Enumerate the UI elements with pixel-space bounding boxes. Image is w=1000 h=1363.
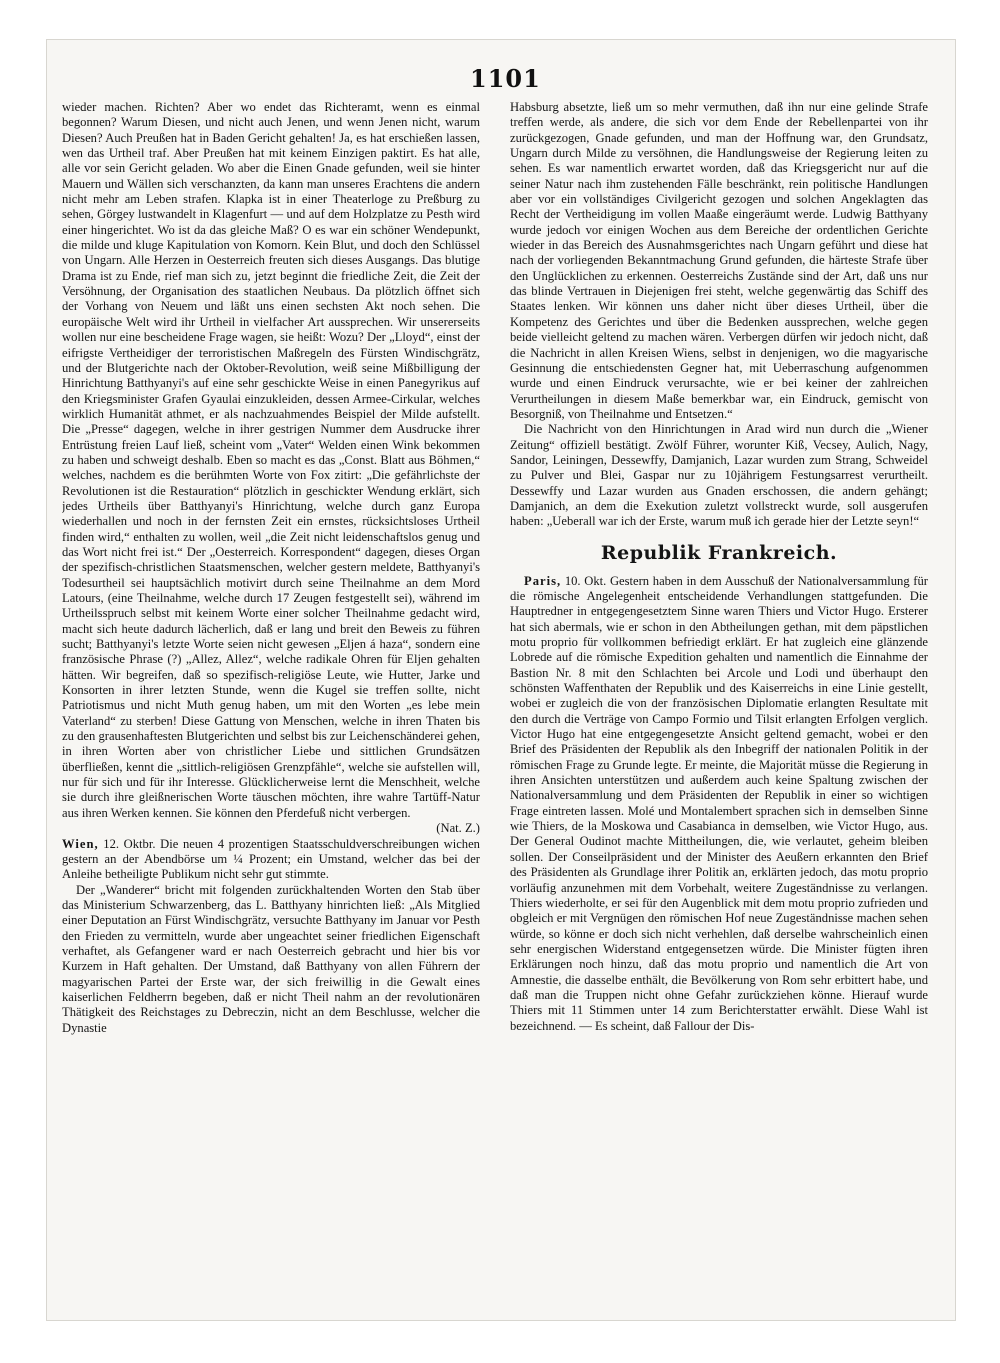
right-column <box>510 100 928 1290</box>
wanderer-continuation: Habsburg absetzte, ließ um so mehr vermuthen, daß ihn nur eine gelinde Strafe treffen werde, als andere, die sich vor dem Ende der Rebellenpartei von ihr zurückgezogen, Gnade gefunden, und man der Hoffnung war, den Grundsatz, Ungarn durch Milde zu versöhnen, die Handlungsweise der Regierung leiten zu sehen. Es war namentlich erwartet worden, daß das Kriegsgericht nur auf die seiner Natur nach ihm zustehenden Fälle beschränkt, rein politische Handlungen aber vor ein vollständiges Civilgericht gezogen und solchen Angeklagten das Recht der Vertheidigung im vollen Maaße eingeräumt werde. Ludwig Batthyany wurde jedoch vor einigen Wochen aus dem Bereiche der ordentlichen Gerichte wieder in das Bereich des Ausnahmsgerichtes nach Ungarn geführt und diese hat nach der vorliegenden Bekanntmachung Grund gefunden, die härteste Strafe über den Unglücklichen zu erkennen. Oesterreichs Zustände sind der Art, daß uns nur das blinde Vertrauen in Diejenigen frei steht, welche gegenwärtig das Schiff des Staates lenken. Wir können uns daher nicht über dieses Urtheil, über die Kompetenz des Gerichtes und über die Bedenken aussprechen, welche gegen beide vielleicht geltend zu machen wären. Verbergen dürfen wir jedoch nicht, daß die Nachricht in allen Kreisen Wiens, selbst in denjenigen, wo die magyarische Gesinnung die entschiedensten Gegner hat, mit Ueberraschung aufgenommen wurde und einen Eindruck verursachte, wie er bei keiner der zahlreichen Verurtheilungen in diesem Maße bemerkbar war, ein Eindruck, gemischt von Besorgniß, von Theilnahme und Entsetzen.“ <box>510 100 928 421</box>
page-number: 1101 <box>470 64 541 93</box>
section-heading-france: Republik Frankreich. <box>600 541 838 564</box>
source-signature: (Nat. Z.) <box>436 821 480 836</box>
left-column <box>62 100 480 1290</box>
paris-dateline: Paris, <box>524 573 562 588</box>
wien-dateline: Wien, <box>62 836 99 851</box>
paris-text: Gestern haben in dem Ausschuß der Nationalversammlung für die römische Angelegenheit entscheidende Verhandlungen stattgefunden. Die Hauptredner in entgegengesetztem Sinne waren Thiers und Victor Hugo. Ersterer hat sich abermals, wie er schon in den Abtheilungen gethan, mit dem päpstlichen motu proprio für vollkommen befriedigt erklärt. Er hat zugleich eine glänzende Lobrede auf die römische Expedition gehalten und namentlich die Einnahme der Bastion Nr. 8 mit den Schlachten bei Arcole und Lodi und überhaupt den schönsten Waffenthaten der Republik und des Kaiserreichs in eine Linie gestellt, wobei er zugleich die von der französischen Diplomatie erlangten Resultate mit den durch die Verträge von Campo Formio und Tilsit erlangten Erfolgen verglich. Victor Hugo hat eine entgegengesetzte Ansicht geltend gemacht, wobei er den Brief des Präsidenten der Republik als den Inbegriff der nationalen Politik in der römischen Frage zu Grunde legte. Er meinte, die Majorität müsse die Regierung in ihren Ansichten unterstützen und außerdem auch keine Spaltung zwischen der Nationalversammlung und dem Präsidenten der Republik in einer so wichtigen Frage eintreten lassen. Molé und Montalembert sprachen sich in demselben Sinne wie Thiers, de la Moskowa und Casabianca in demselben, wie Victor Hugo, aus. Der General Oudinot machte Mittheilungen, die, wie verlautet, geheim bleiben sollen. Der Conseilpräsident und der Minister des Aeußern erkannten den Brief des Präsidenten als Grundlage ihrer Politik an, erklärten jedoch, das motu proprio vorläufig anzunehmen mit dem Vorbehalt, weitere Zugeständnisse zu verlangen. Thiers wiederholte, er sei für den Augenblick mit dem motu proprio zufrieden und obgleich er mit Vergnügen den römischen Hof neue Zugeständnisse machen sehen würde, so könne er doch sich nicht verhehlen, daß derselbe wahrscheinlich einen sehr energischen Widerstand entgegensetzen würde. Die Minister fügten ihren Erklärungen noch hinzu, daß das motu proprio und namentlich die Art von Amnestie, die dasselbe enthält, die Bevölkerung von Rom sehr erbittert habe, und daß man die Truppen nicht ohne Gefahr zurückziehen könne. Hierauf wurde Thiers mit 11 Stimmen unter 14 zum Berichterstatter erwählt. Diese Wahl ist bezeichnend. — Es scheint, daß Fallour der Dis- <box>510 573 928 1033</box>
paris-report <box>510 574 928 1034</box>
source-signature-row <box>62 821 480 836</box>
arad-report: Die Nachricht von den Hinrichtungen in Arad wird nun durch die „Wiener Zeitung“ offiziell bestätigt. Zwölf Führer, worunter Kiß, Vecsey, Aulich, Nagy, Sandor, Leiningen, Dessewffy, Damjanich, Lazar wurden zum Strang, Schweidel zu Pulver und Blei, Gaspar nur zu 10jährigem Festungsarrest verurtheilt. Dessewffy und Lazar wurden aus Gnaden erschossen, die andern gehängt; Damjanich, an dem die Exekution zuletzt vollstreckt wurde, soll ausgerufen haben: „Ueberall war ich der Erste, warum muß ich gerade hier der Letzte seyn!“ <box>510 422 928 529</box>
wien-report <box>62 837 480 883</box>
wien-text: Die neuen 4 prozentigen Staatsschuldverschreibungen wichen gestern an der Abendbörse um ¼ Prozent; ein Umstand, welcher das bei der Anleihe betheiligte Publikum nicht sehr gut stimmte. <box>62 836 480 882</box>
wien-date: 12. Oktbr. <box>103 836 156 851</box>
paris-date: 10. Okt. <box>564 573 607 588</box>
wanderer-report: Der „Wanderer“ bricht mit folgenden zurückhaltenden Worten den Stab über das Ministerium Schwarzenberg, das L. Batthyany hinrichten ließ: „Als Mitglied einer Deputation an Fürst Windischgrätz, versuchte Batthyany im Januar vor Pesth den Frieden zu vermitteln, wurde aber ungeachtet seiner friedlichen Eigenschaft verhaftet, als Gefangener ward er nach Oesterreich gebracht und hier bis vor Kurzem in Haft gehalten. Der Umstand, daß Batthyany von allen Führern der magyarischen Partei der Erste war, der sich freiwillig in die Gewalt eines kaiserlichen Feldherrn begeben, daß er nicht Theil nahm an der revolutionären Thätigkeit des Reichstages zu Debreczin, nicht an dem Beschlusse, welcher die Dynastie <box>62 882 480 1035</box>
article-batthyany-commentary: wieder machen. Richten? Aber wo endet das Richteramt, wenn es einmal begonnen? Warum Diesen, und nicht auch Jenen, und wenn Jenen nicht, warum Diesen? Auch Preußen hat in Baden Gericht gehalten! Ja, es hat erschießen lassen, wen das Urtheil traf. Aber Preußen hat mit keinem Einzigen paktirt. Es hat alle, alle vor sein Gericht geladen. Wo aber die Einen Gnade gefunden, weil sie hinter Mauern und Wällen sich verschanzten, da kann man unseres Erachtens die andern nicht mehr am Leben strafen. Klapka ist in einer Theaterloge zu Preßburg zu sehen, Görgey lustwandelt in Klagenfurt — und auf dem Holzplatze zu Pesth wird einer hingerichtet. Wo ist da das gleiche Maß? O es war ein schöner Wendepunkt, die milde und kluge Kapitulation von Komorn. Kein Blut, und doch den Schlüssel von Ungarn. Alle Herzen in Oesterreich freuten sich dieses Ausgangs. Das blutige Drama ist zu Ende, rief man sich zu, jetzt beginnt die friedliche Zeit, die Zeit der Versöhnung, der Organisation des staatlichen Neubaus. Da plötzlich öffnet sich der Vorhang von Neuem und läßt uns einen sechsten Akt noch sehen. Die europäische Welt wird ihr Urtheil in vielfacher Art aussprechen. Wir unsererseits wollen nur eine bescheidene Frage wagen, sie heißt: Wozu? Der „Lloyd“, einst der eifrigste Vertheidiger der terroristischen Maßregeln des Fürsten Windischgrätz, und der Blutgerichte nach der Oktober-Revolution, weiß seine Mißbilligung der Hinrichtung Batthyanyi's auf eine sehr geschickte Weise in einen Panegyrikus auf den Kriegsminister Grafen Gyaulai einzukleiden, dessen Armee-Cirkular, welches wirklich Humanität athmet, er als nachzuahmendes Beispiel der Milde aufstellt. Die „Presse“ dagegen, welche in ihrer gestrigen Nummer dem Ausdrucke ihrer Entrüstung freien Lauf ließ, scheint vom „Vater“ Welden einen Wink bekommen zu haben und schweigt deshalb. Eben so macht es das „Const. Blatt aus Böhmen,“ welches, nachdem es die berühmten Worte von Fox zitirt: „Die gefährlichste der Revolutionen ist die Restauration“ plötzlich in geschickter Wendung erklärt, sich jedes Urtheils über Batthyanyi's Hinrichtung, welche durch ganz Europa wiederhallen und noch in der fernsten Zeit ein ernstes, rücksichtsloses Urtheil finden wird,“ enthalten zu wollen, weil „die Zeit nicht leidenschaftslos genug und das Wort nicht frei ist.“ Der „Oesterreich. Korrespondent“ dagegen, dieses Organ der spezifisch-christlichen Staatsmenschen, welcher gestern meldete, Batthyanyi's Todesurtheil sei hauptsächlich motivirt durch seine Theilnahme an dem Mord Latours, (eine Theilnahme, welche durch 17 Zeugen festgestellt sei), während im Urtheilsspruch selbst mit keinem Worte einer solcher Theilnahme gedacht wird, macht sich heute dadurch lächerlich, daß er lang und breit den Beweis zu führen sucht; Batthyanyi's letzte Worte seien nicht gewesen „Eljen á haza“, sondern eine französische Phrase (?) „Allez, Allez“, welche radikale Ohren für Eljen gehalten hätten. Wir begreifen, daß so spezifisch-religiöse Leute, wie Hutter, Jarke und Konsorten in ihrer letzten Stunde, wenn die Kugel sie treffen sollte, nicht Patriotismus und nicht Muth genug haben, um mit den Worten „es lebe mein Vaterland“ zu sterben! Diese Gattung von Menschen, welche in ihren Thaten bis zu den grausenhaftesten Blutgerichten und selbst bis zur Leichenschänderei gehen, in ihren Worten aber von christlicher Liebe und sittlichen Grundsätzen überfließen, kennt die „sittlich-religiösen Grenzpfähle“, welche sie aufstellen will, nur für sich und für ihr Interesse. Glücklicherweise lernt die Menschheit, welche sie durch ihre gleißnerischen Worte täuschen möchten, ihre wahre Tartüff-Natur aus ihren Werken kennen. Sie können den Pferdefuß nicht verbergen. <box>62 100 480 820</box>
